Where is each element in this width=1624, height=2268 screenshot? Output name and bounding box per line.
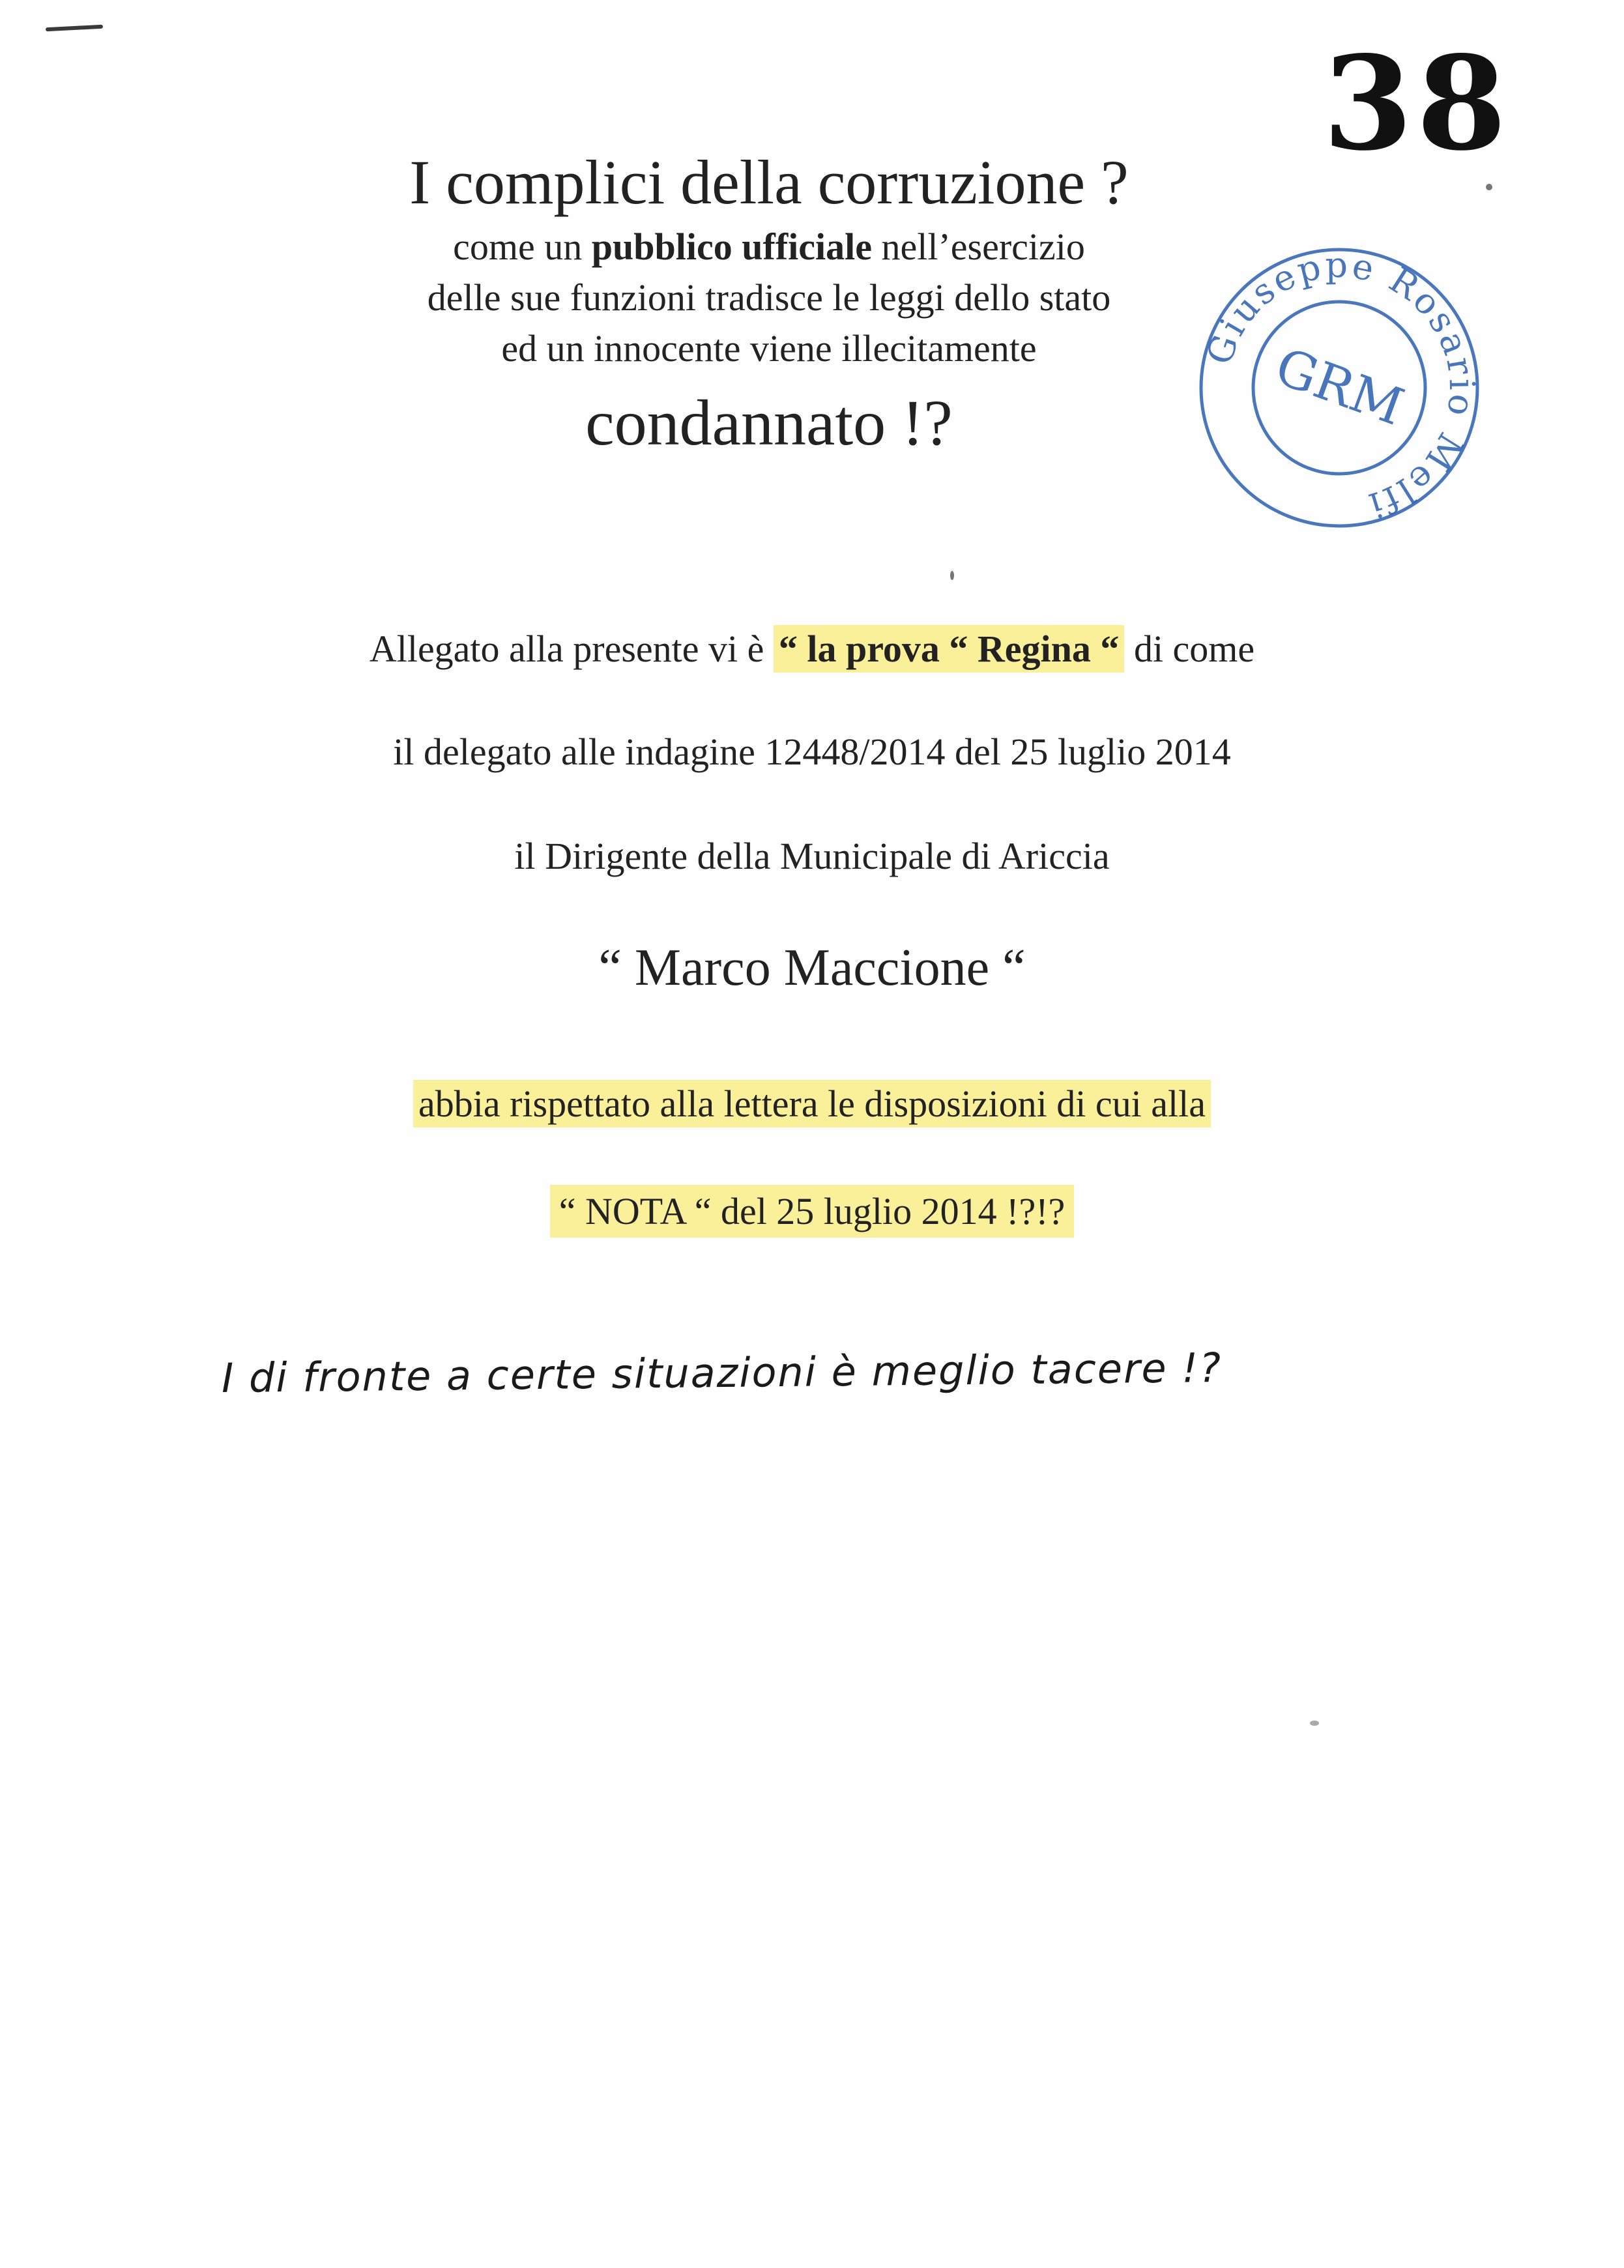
body-line-5 bbox=[0, 1082, 1624, 1126]
page-number: 38 bbox=[1323, 27, 1511, 179]
handwritten-note: I di fronte a certe situazioni è meglio tacere !? bbox=[221, 1343, 1223, 1403]
scan-speck bbox=[1310, 1721, 1319, 1726]
highlighted-nota: “ NOTA “ del 25 luglio 2014 !?!? bbox=[550, 1185, 1075, 1238]
subtitle-line-1 bbox=[287, 222, 1251, 272]
pen-dash-mark bbox=[46, 25, 103, 32]
circular-stamp bbox=[1193, 241, 1486, 534]
body-line-2: il delegato alle indagine 12448/2014 del 25 luglio 2014 bbox=[393, 731, 1231, 773]
scan-speck bbox=[1486, 184, 1492, 190]
subtitle-bold-phrase: pubblico ufficiale bbox=[591, 225, 872, 268]
stamp-monogram: GRM bbox=[1268, 337, 1412, 437]
prova-regina-text: “ la prova “ Regina “ bbox=[778, 628, 1120, 670]
body-line-1-end: di come bbox=[1124, 628, 1255, 670]
stamp-ring-text: Giuseppe Rosario Melfi bbox=[1198, 244, 1483, 527]
subtitle-line-3: ed un innocente viene illecitamente bbox=[501, 327, 1037, 370]
document-header bbox=[287, 143, 1251, 531]
body-line-1-start: Allegato alla presente vi è bbox=[369, 628, 774, 670]
subtitle-line-2: delle sue funzioni tradisce le leggi dello stato bbox=[427, 276, 1111, 319]
verdict-heading: condannato !? bbox=[585, 386, 953, 459]
scan-speck bbox=[950, 571, 954, 580]
body-line-6 bbox=[0, 1189, 1624, 1233]
subtitle-line-1-start: come un bbox=[453, 225, 592, 268]
body-line-3: il Dirigente della Municipale di Ariccia bbox=[514, 835, 1110, 877]
main-title: I complici della corruzione ? bbox=[409, 147, 1129, 217]
highlighted-disposizioni: abbia rispettato alla lettera le disposizioni di cui alla bbox=[413, 1080, 1211, 1127]
body-line-1 bbox=[0, 627, 1624, 671]
person-name: “ Marco Maccione “ bbox=[598, 939, 1026, 996]
highlighted-prova-regina bbox=[774, 625, 1125, 673]
subtitle-line-1-end: nell’esercizio bbox=[871, 225, 1085, 268]
